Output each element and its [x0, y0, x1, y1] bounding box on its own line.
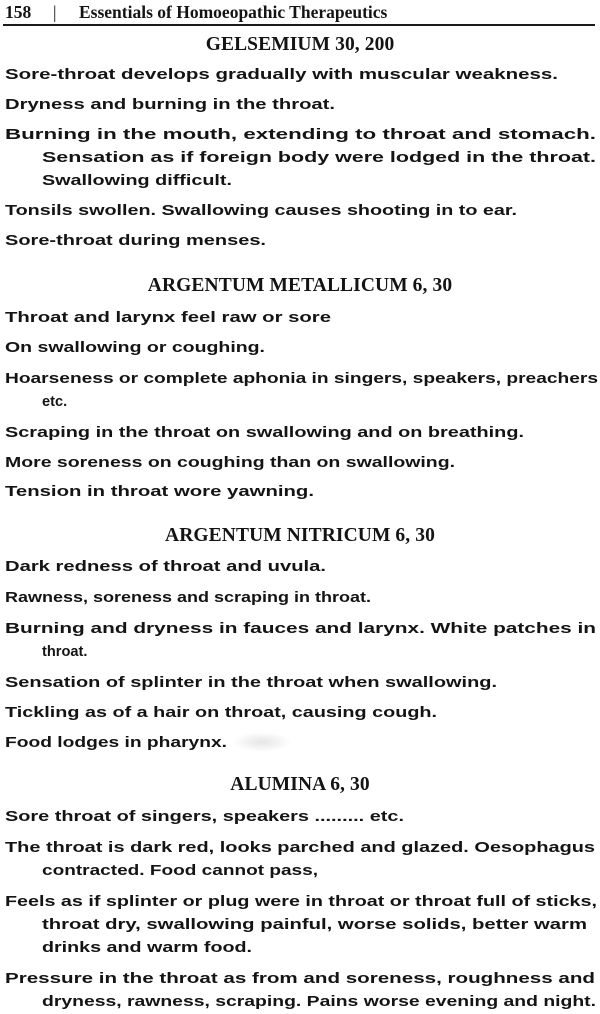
remedy-heading-argentum-metallicum: ARGENTUM METALLICUM 6, 30	[147, 275, 453, 296]
symptom-line: Throat and larynx feel raw or sore	[5, 310, 331, 326]
symptom-line-continued: contracted. Food cannot pass,	[42, 863, 319, 879]
symptom-line: Tension in throat wore yawning.	[5, 484, 315, 500]
header-separator: |	[53, 2, 57, 22]
symptom-line-continued: Swallowing difficult.	[42, 173, 233, 189]
symptom-line: Dryness and burning in the throat.	[5, 97, 336, 113]
symptom-line: The throat is dark red, looks parched and glazed. Oesophagus	[5, 840, 595, 856]
remedy-heading-argentum-nitricum: ARGENTUM NITRICUM 6, 30	[165, 525, 435, 546]
book-title: Essentials of Homoeopathic Therapeutics	[79, 2, 388, 22]
symptom-line: Scraping in the throat on swallowing and on breathing.	[5, 425, 524, 441]
scan-smudge	[232, 732, 292, 752]
symptom-line-continued: Sensation as if foreign body were lodged in the throat.	[42, 150, 596, 166]
symptom-line: Tonsils swollen. Swallowing causes shooting in to ear.	[5, 203, 517, 219]
symptom-line: Hoarseness or complete aphonia in singers, speakers, preachers	[5, 371, 598, 387]
symptom-line: Burning and dryness in fauces and larynx. White patches in	[5, 621, 597, 637]
symptom-line: Pressure in the throat as from and soreness, roughness and	[5, 971, 595, 987]
symptom-line-continued: throat dry, swallowing painful, worse solids, better warm	[42, 917, 587, 933]
symptom-line: Sore-throat develops gradually with muscular weakness.	[5, 67, 559, 83]
symptom-line: Rawness, soreness and scraping in throat.	[5, 590, 371, 606]
symptom-line: Feels as if splinter or plug were in throat or throat full of sticks,	[5, 894, 597, 910]
symptom-line: Tickling as of a hair on throat, causing cough.	[5, 705, 438, 721]
remedy-heading-gelsemium: GELSEMIUM 30, 200	[205, 34, 395, 55]
symptom-line-continued: dryness, rawness, scraping. Pains worse evening and night.	[42, 994, 597, 1010]
symptom-line-continued: throat.	[42, 644, 88, 660]
symptom-line: Sore throat of singers, speakers ......... etc.	[5, 809, 404, 825]
running-header	[3, 0, 595, 26]
symptom-line: On swallowing or coughing.	[5, 340, 265, 356]
remedy-heading-alumina: ALUMINA 6, 30	[230, 774, 370, 795]
symptom-line-continued: etc.	[42, 394, 68, 410]
symptom-line: Food lodges in pharynx.	[5, 735, 228, 751]
symptom-line: Burning in the mouth, extending to throat and stomach.	[5, 127, 597, 143]
symptom-line: Dark redness of throat and uvula.	[5, 559, 327, 575]
page-number: 158	[5, 2, 32, 22]
symptom-line: Sensation of splinter in the throat when swallowing.	[5, 675, 497, 691]
symptom-line-continued: drinks and warm food.	[42, 940, 253, 956]
symptom-line: Sore-throat during menses.	[5, 233, 266, 249]
symptom-line: More soreness on coughing than on swallowing.	[5, 455, 456, 471]
